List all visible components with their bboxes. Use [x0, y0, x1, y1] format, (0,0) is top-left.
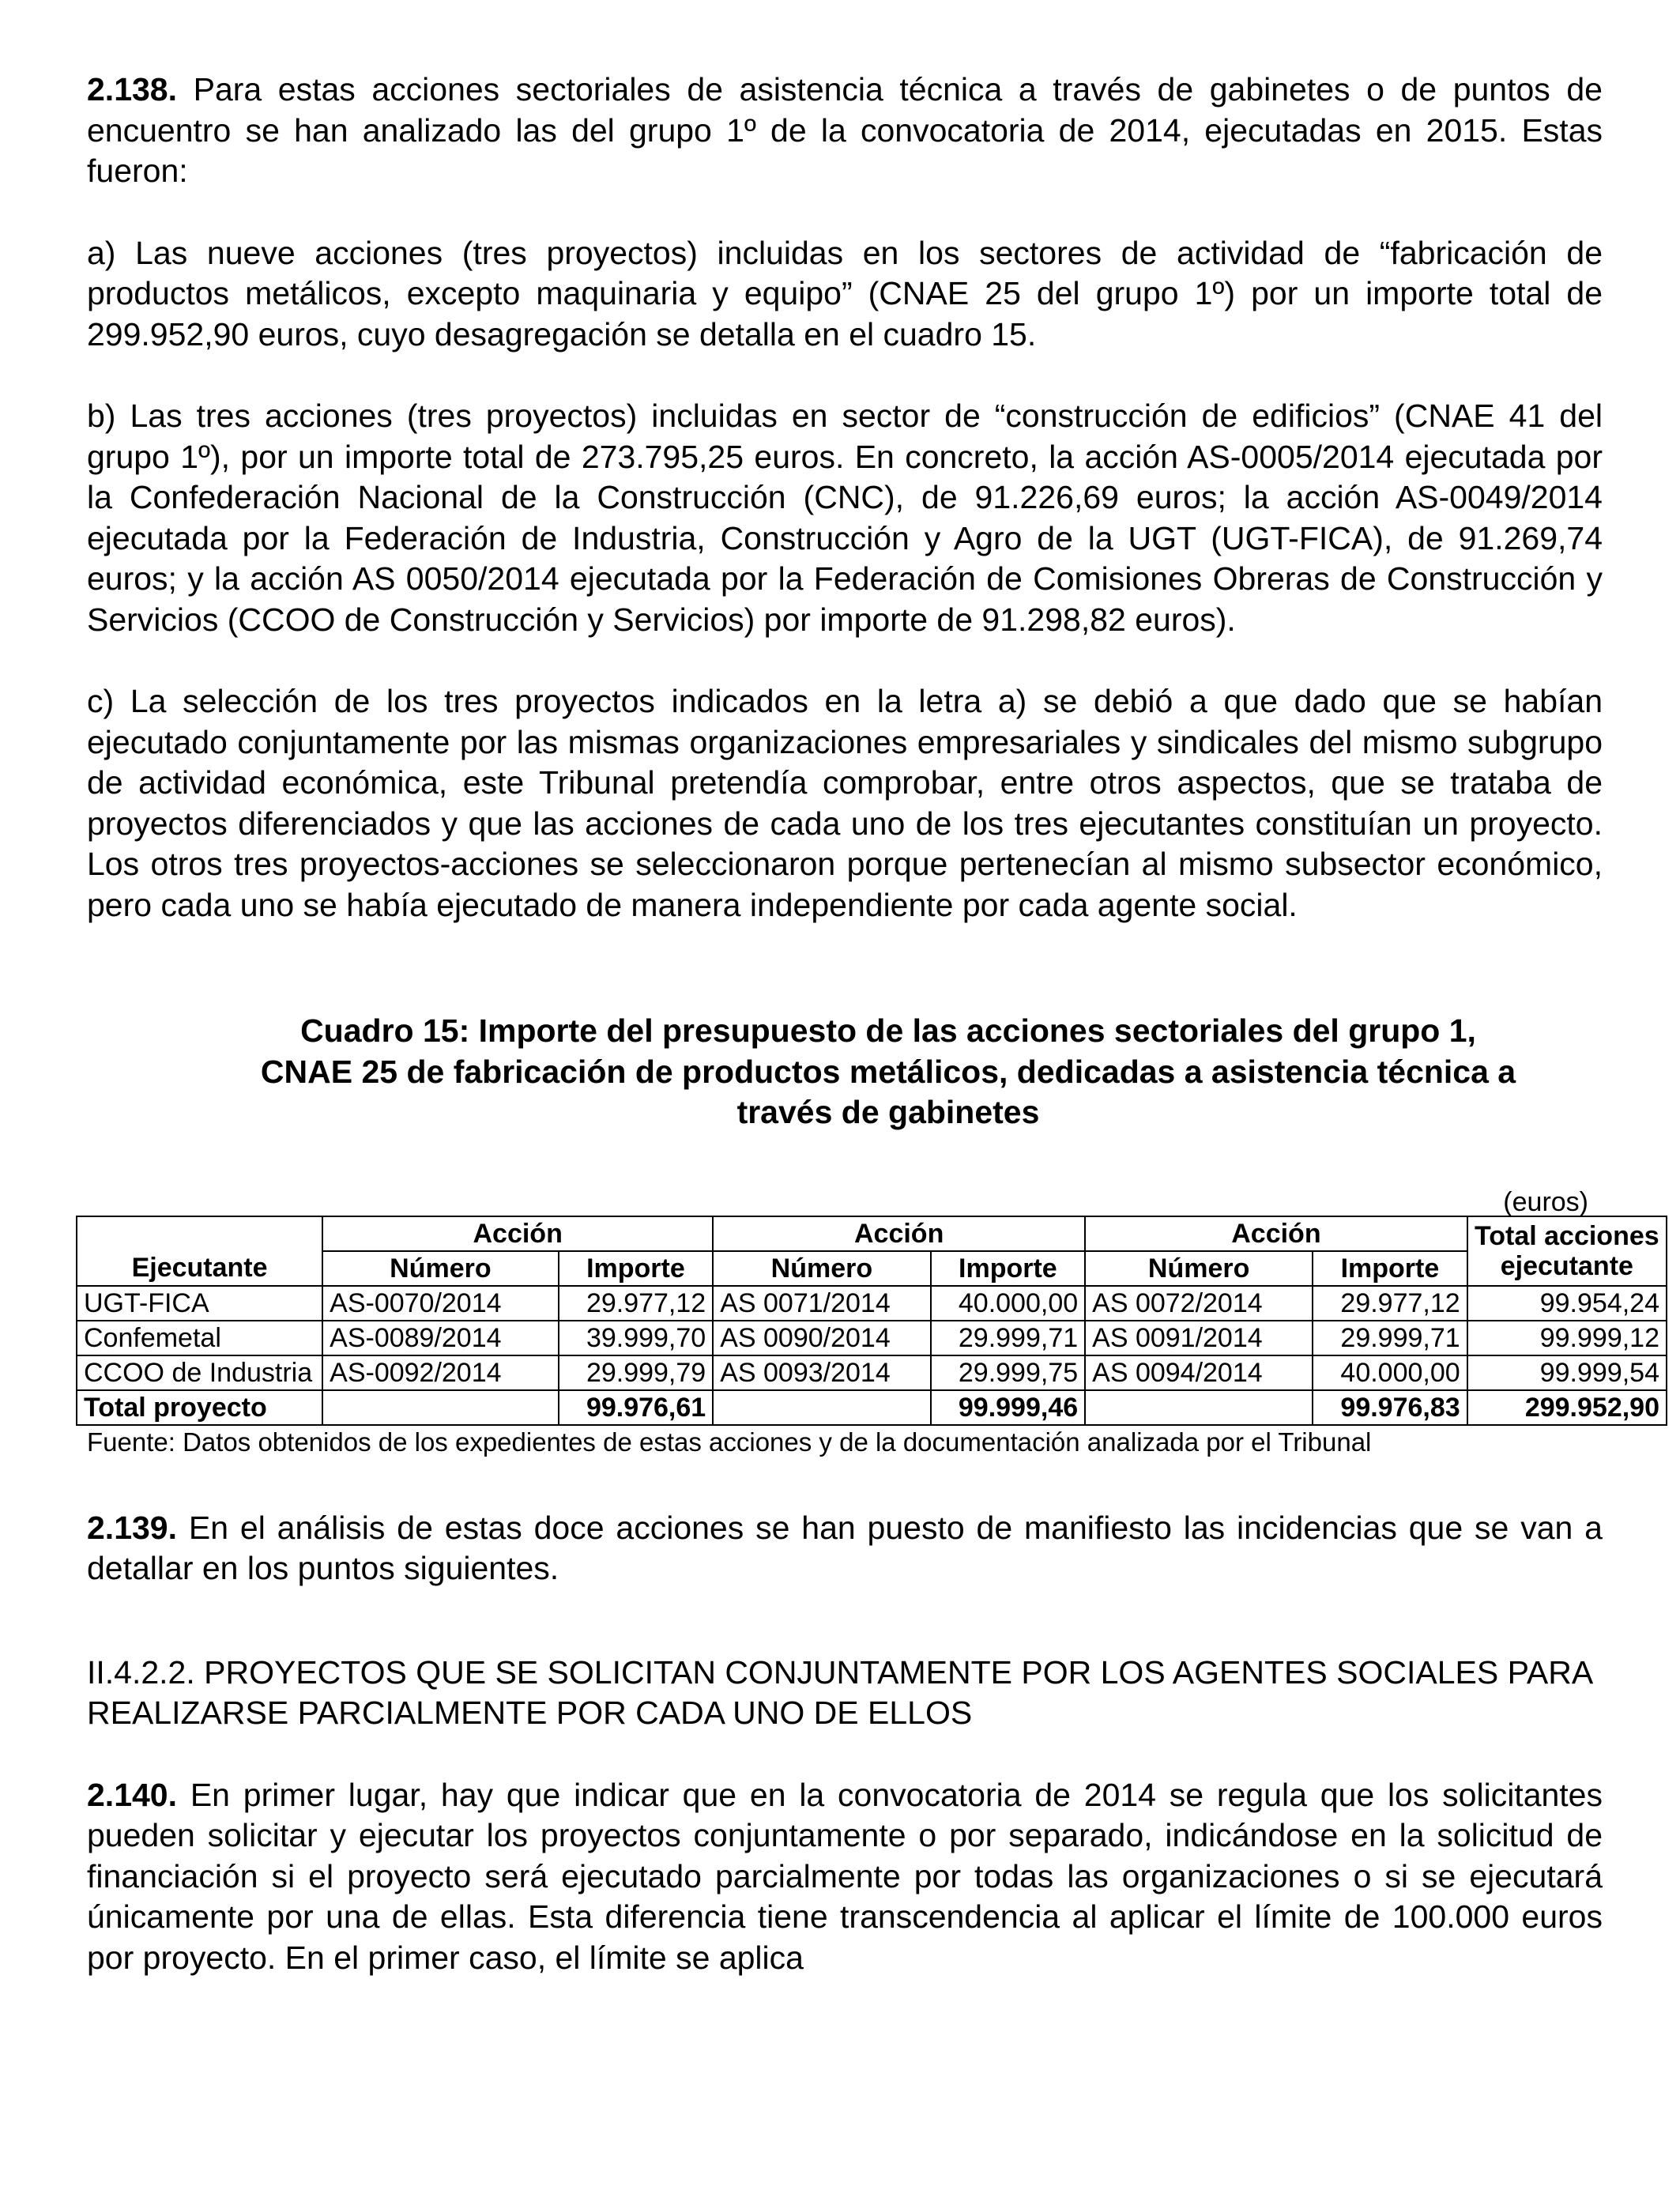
- cell-numero: AS 0090/2014: [713, 1321, 930, 1355]
- paragraph-c: c) La selección de los tres proyectos indicados en la letra a) se debió a que dado que se habían ejecutado conjuntamente por las mismas organizaciones empresariales y sindicales del mismo subgrupo de actividad económica, este Tribunal pretendía comprobar, entre otros aspectos, que se trataba de proyectos diferenciados y que las acciones de cada uno de los tres ejecutantes constituían un proyecto. Los otros tres proyectos-acciones se seleccionaron porque pertenecían al mismo subsector económico, pero cada uno se había ejecutado de manera independiente por cada agente social.: [87, 683, 1603, 923]
- cell-numero: AS-0092/2014: [322, 1355, 559, 1390]
- table-caption: [87, 1011, 1603, 1133]
- document-page: [84, 70, 1659, 1978]
- paragraph-2-139: [87, 1508, 1603, 1589]
- cell-empty: [322, 1390, 559, 1425]
- header-accion-1: Acción: [322, 1216, 713, 1251]
- cell-empty: [1085, 1390, 1313, 1425]
- header-cell: [77, 1216, 322, 1251]
- cell-ejecutante: Confemetal: [77, 1321, 322, 1355]
- cell-grand-total: 299.952,90: [1467, 1390, 1667, 1425]
- cell-ejecutante: CCOO de Industria: [77, 1355, 322, 1390]
- header-importe: Importe: [1313, 1251, 1467, 1286]
- cell-importe: 29.999,71: [931, 1321, 1086, 1355]
- cell-numero: AS-0089/2014: [322, 1321, 559, 1355]
- cell-importe: 29.977,12: [559, 1286, 714, 1321]
- cell-total: 99.999,54: [1467, 1355, 1667, 1390]
- table-header-row: [77, 1216, 1667, 1251]
- table-source: Fuente: Datos obtenidos de los expedientes de estas acciones y de la documentación analizada por el Tribunal: [87, 1427, 1372, 1457]
- cell-total-importe: 99.976,83: [1313, 1390, 1467, 1425]
- cell-importe: 29.999,75: [931, 1355, 1086, 1390]
- cell-numero: AS 0093/2014: [713, 1355, 930, 1390]
- cell-importe: 40.000,00: [1313, 1355, 1467, 1390]
- cell-ejecutante: UGT-FICA: [77, 1286, 322, 1321]
- caption-line: través de gabinetes: [736, 1094, 1040, 1130]
- header-numero: Número: [713, 1251, 930, 1286]
- cell-numero: AS 0071/2014: [713, 1286, 930, 1321]
- cell-empty: [713, 1390, 930, 1425]
- header-accion-3: Acción: [1085, 1216, 1467, 1251]
- table-row: [77, 1355, 1667, 1390]
- caption-line: Cuadro 15: Importe del presupuesto de las acciones sectoriales del grupo 1,: [300, 1012, 1476, 1049]
- cell-importe: 29.999,71: [1313, 1321, 1467, 1355]
- cell-importe: 40.000,00: [931, 1286, 1086, 1321]
- header-importe: Importe: [931, 1251, 1086, 1286]
- cell-importe: 29.977,12: [1313, 1286, 1467, 1321]
- cell-importe: 39.999,70: [559, 1321, 714, 1355]
- paragraph-text: Para estas acciones sectoriales de asistencia técnica a través de gabinetes o de puntos de encuentro se han analizado las del grupo 1º de la convocatoria de 2014, ejecutadas en 2015. Estas fueron:: [87, 71, 1603, 189]
- cell-numero: AS 0072/2014: [1085, 1286, 1313, 1321]
- header-total: Total acciones ejecutante: [1467, 1216, 1667, 1286]
- caption-line: CNAE 25 de fabricación de productos metálicos, dedicadas a asistencia técnica a: [260, 1053, 1516, 1090]
- cell-total-importe: 99.976,61: [559, 1390, 714, 1425]
- cell-total: 99.954,24: [1467, 1286, 1667, 1321]
- table-total-row: [77, 1390, 1667, 1425]
- paragraph-text: En el análisis de estas doce acciones se han puesto de manifiesto las incidencias que se van a detallar en los puntos siguientes.: [87, 1509, 1603, 1586]
- budget-table: [76, 1216, 1667, 1426]
- paragraph-a: a) Las nueve acciones (tres proyectos) incluidas en los sectores de actividad de “fabricación de productos metálicos, excepto maquinaria y equipo” (CNAE 25 del grupo 1º) por un importe total de 299.952,90 euros, cuyo desagregación se detalla en el cuadro 15.: [87, 234, 1603, 352]
- header-numero: Número: [322, 1251, 559, 1286]
- section-heading: II.4.2.2. PROYECTOS QUE SE SOLICITAN CONJUNTAMENTE POR LOS AGENTES SOCIALES PARA REALIZARSE PARCIALMENTE POR CADA UNO DE ELLOS: [87, 1653, 1591, 1731]
- cell-total: 99.999,12: [1467, 1321, 1667, 1355]
- table-row: [77, 1286, 1667, 1321]
- paragraph-number: 2.138.: [87, 71, 177, 107]
- table-subheader-row: [77, 1251, 1667, 1286]
- paragraph-2-140: [87, 1775, 1603, 1979]
- cell-numero: AS 0094/2014: [1085, 1355, 1313, 1390]
- cell-numero: AS 0091/2014: [1085, 1321, 1313, 1355]
- cell-numero: AS-0070/2014: [322, 1286, 559, 1321]
- paragraph-2-138: [87, 70, 1603, 192]
- cell-total-label: Total proyecto: [77, 1390, 322, 1425]
- cell-importe: 29.999,79: [559, 1355, 714, 1390]
- cell-total-importe: 99.999,46: [931, 1390, 1086, 1425]
- table-row: [77, 1321, 1667, 1355]
- table-unit: (euros): [1503, 1186, 1588, 1217]
- header-importe: Importe: [559, 1251, 714, 1286]
- paragraph-b: b) Las tres acciones (tres proyectos) incluidas en sector de “construcción de edificios” (CNAE 41 del grupo 1º), por un importe total de 273.795,25 euros. En concreto, la acción AS-0005/2014 ejecutada por la Confederación Nacional de la Construcción (CNC), de 91.226,69 euros; la acción AS-0049/2014 ejecutada por la Federación de Industria, Construcción y Agro de la UGT (UGT-FICA), de 91.269,74 euros; y la acción AS 0050/2014 ejecutada por la Federación de Comisiones Obreras de Construcción y Servicios (CCOO de Construcción y Servicios) por importe de 91.298,82 euros).: [87, 398, 1603, 638]
- paragraph-number: 2.140.: [87, 1776, 177, 1813]
- paragraph-text: En primer lugar, hay que indicar que en la convocatoria de 2014 se regula que los solicitantes pueden solicitar y ejecutar los proyectos conjuntamente o por separado, indicándose en la solicitud de financiación si el proyecto será ejecutado parcialmente por todas las organizaciones o si se ejecutará únicamente por una de ellas. Esta diferencia tiene transcendencia al aplicar el límite de 100.000 euros por proyecto. En el primer caso, el límite se aplica: [87, 1776, 1603, 1976]
- header-ejecutante: Ejecutante: [77, 1251, 322, 1286]
- paragraph-number: 2.139.: [87, 1509, 177, 1546]
- header-numero: Número: [1085, 1251, 1313, 1286]
- header-accion-2: Acción: [713, 1216, 1085, 1251]
